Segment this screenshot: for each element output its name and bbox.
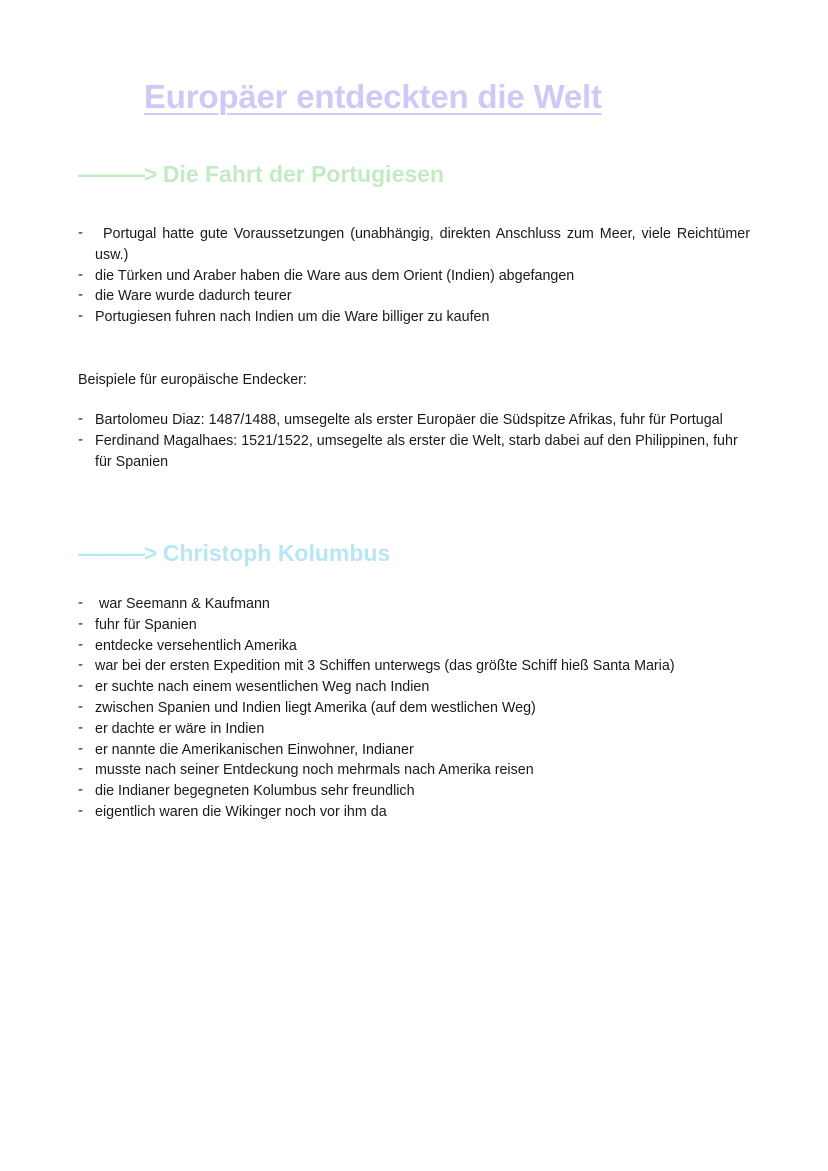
section-heading-portugiesen bbox=[78, 161, 444, 188]
page-title: Europäer entdeckten die Welt bbox=[144, 78, 602, 115]
section-heading-kolumbus bbox=[78, 540, 390, 567]
list-item: - eigentlich waren die Wikinger noch vor ihm da bbox=[78, 802, 750, 823]
list-item: - die Türken und Araber haben die Ware aus dem Orient (Indien) abgefangen bbox=[78, 266, 750, 287]
list-item: - Ferdinand Magalhaes: 1521/1522, umsegelte als erster die Welt, starb dabei auf den Philippinen, fuhr für Spanien bbox=[78, 431, 750, 473]
list-item: - er suchte nach einem wesentlichen Weg nach Indien bbox=[78, 677, 750, 698]
section-heading-text: Die Fahrt der Portugiesen bbox=[162, 161, 444, 187]
list-item: - entdecke versehentlich Amerika bbox=[78, 636, 750, 657]
arrow-icon: ———> bbox=[78, 161, 157, 187]
list-item: - Portugal hatte gute Voraussetzungen (unabhängig, direkten Anschluss zum Meer, viele Reichtümer usw.) bbox=[78, 224, 750, 266]
arrow-icon: ———> bbox=[78, 540, 157, 566]
list-item: - er nannte die Amerikanischen Einwohner, Indianer bbox=[78, 740, 750, 761]
list-item: - die Indianer begegneten Kolumbus sehr freundlich bbox=[78, 781, 750, 802]
list-item: - er dachte er wäre in Indien bbox=[78, 719, 750, 740]
list-item: - musste nach seiner Entdeckung noch mehrmals nach Amerika reisen bbox=[78, 760, 750, 781]
list-item: - fuhr für Spanien bbox=[78, 615, 750, 636]
list-item: - zwischen Spanien und Indien liegt Amerika (auf dem westlichen Weg) bbox=[78, 698, 750, 719]
list-item: - war Seemann & Kaufmann bbox=[78, 594, 750, 615]
section-heading-text: Christoph Kolumbus bbox=[162, 540, 391, 566]
list-item: - Portugiesen fuhren nach Indien um die Ware billiger zu kaufen bbox=[78, 307, 750, 328]
list-item: - Bartolomeu Diaz: 1487/1488, umsegelte als erster Europäer die Südspitze Afrikas, fuhr für Portugal bbox=[78, 410, 750, 431]
list-item: - war bei der ersten Expedition mit 3 Schiffen unterwegs (das größte Schiff hieß Santa Maria) bbox=[78, 656, 750, 677]
examples-list bbox=[78, 410, 750, 472]
kolumbus-list bbox=[78, 594, 750, 823]
portugiesen-list bbox=[78, 224, 750, 328]
list-item: - die Ware wurde dadurch teurer bbox=[78, 286, 750, 307]
examples-intro: Beispiele für europäische Endecker: bbox=[78, 372, 307, 388]
